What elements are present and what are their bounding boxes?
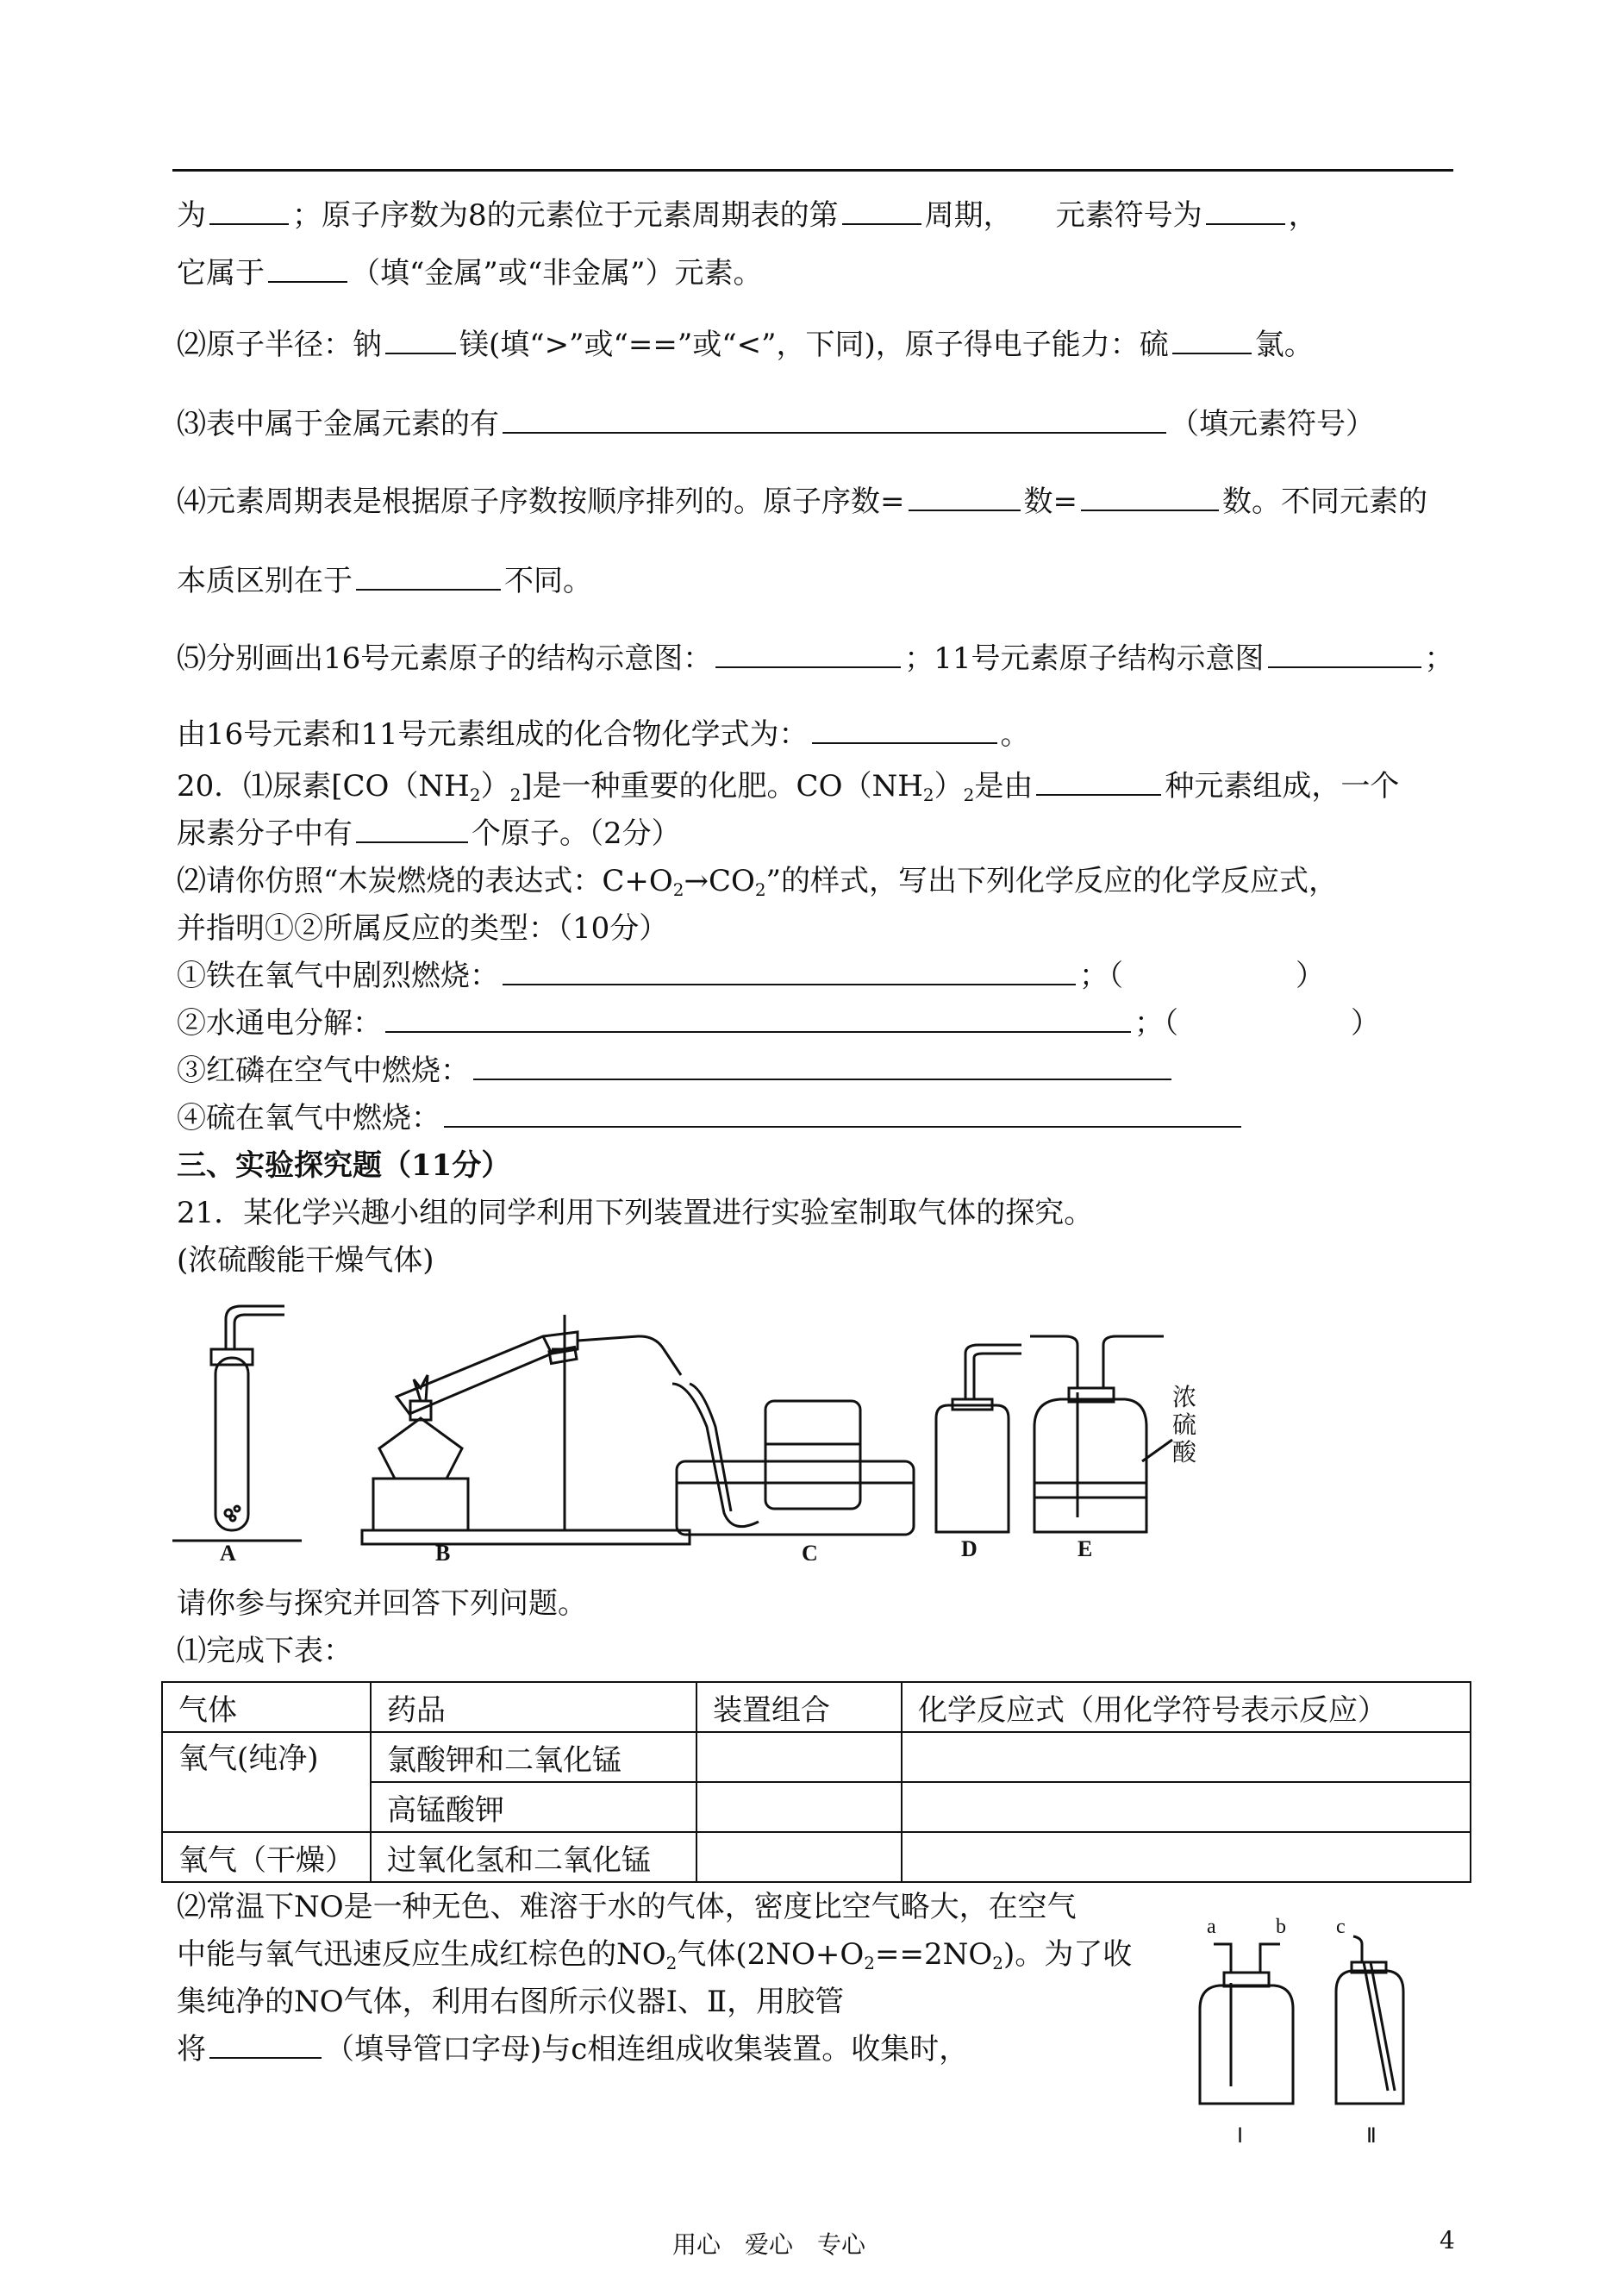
- q21-line-4: ⑴完成下表：: [177, 1634, 353, 1668]
- table-cell: 过氧化氢和二氧化锰: [371, 1832, 696, 1882]
- annotation-char-1: 浓: [1172, 1383, 1197, 1411]
- label-i: Ⅰ: [1237, 2125, 1244, 2148]
- table-cell[interactable]: [902, 1732, 1471, 1782]
- q21-part2-line-4: 将 （填导管口字母)与c相连组成收集装置。收集时，: [177, 2032, 969, 2067]
- label-e: E: [1077, 1536, 1093, 1560]
- table-row: [162, 1732, 1471, 1782]
- table-row: [162, 1832, 1471, 1882]
- table-cell: 氯酸钾和二氧化锰: [371, 1732, 696, 1782]
- table-header-cell: 装置组合: [696, 1682, 902, 1732]
- q19-line-3: ⑵原子半径：钠 镁(填“>”或“==”或“<”，下同)，原子得电子能力：硫 氯。: [177, 328, 1314, 362]
- q20-reaction-1: ①铁在氧气中剧烈燃烧： ；（ ）: [177, 959, 1325, 993]
- bottle-figure: [1181, 1905, 1457, 2155]
- q19-line-2: 它属于 （填“金属”或“非金属”）元素。: [177, 256, 763, 291]
- q20-line-2: 尿素分子中有 个原子。（2分）: [177, 816, 681, 851]
- tube-label-b: b: [1276, 1916, 1286, 1938]
- q21-part2-line-3: 集纯净的NO气体，利用右图所示仪器Ⅰ、Ⅱ，用胶管: [177, 1985, 845, 2019]
- tube-label-c: c: [1336, 1916, 1346, 1938]
- q19-line-5: ⑷元素周期表是根据原子序数按顺序排列的。原子序数= 数= 数。不同元素的: [177, 485, 1427, 519]
- table-cell: 氧气(纯净): [162, 1732, 371, 1832]
- table-header-cell: 药品: [371, 1682, 696, 1732]
- label-a: A: [220, 1541, 236, 1560]
- label-c: C: [802, 1541, 818, 1560]
- table-cell: 高锰酸钾: [371, 1782, 696, 1832]
- q19-line-6: 本质区别在于 不同。: [177, 564, 592, 598]
- annotation-char-2: 硫: [1172, 1410, 1197, 1439]
- q21-part2-line-2: 中能与氧气迅速反应生成红棕色的$NO_2$气体$(2NO+O_2==2NO_2)$。为了收: [177, 1937, 1133, 1973]
- q19-line-4: ⑶表中属于金属元素的有 （填元素符号）: [177, 407, 1375, 441]
- q21-part2-line-1: ⑵常温下NO是一种无色、难溶于水的气体，密度比空气略大，在空气: [177, 1890, 1077, 1924]
- footer-motto: 用心 爱心 专心: [672, 2230, 866, 2259]
- label-b: B: [435, 1541, 451, 1560]
- q20-reaction-3: ③红磷在空气中燃烧：: [177, 1052, 1175, 1090]
- q19-line-7: ⑸分别画出16号元素原子的结构示意图： ；11号元素原子结构示意图 ；: [177, 641, 1454, 676]
- tube-label-a: a: [1207, 1916, 1216, 1938]
- q21-line-1: 21．某化学兴趣小组的同学利用下列装置进行实验室制取气体的探究。: [177, 1196, 1094, 1230]
- q20-line-3: ⑵请你仿照“木炭燃烧的表达式：$C+O_2\to CO_2$”的样式，写出下列化学反应的化学反应式，: [177, 864, 1339, 900]
- label-d: D: [961, 1536, 978, 1560]
- header-rule: [172, 169, 1453, 172]
- page-number: 4: [1440, 2226, 1455, 2254]
- apparatus-figure: [172, 1298, 1465, 1560]
- table-cell[interactable]: [696, 1832, 902, 1882]
- q20-reaction-4: ④硫在氧气中燃烧：: [177, 1099, 1245, 1137]
- q21-line-3: 请你参与探究并回答下列问题。: [177, 1586, 587, 1621]
- apparatus-e-bottle: [1030, 1336, 1172, 1532]
- apparatus-a-test-tube: [172, 1306, 302, 1541]
- q21-line-2: (浓硫酸能干燥气体): [177, 1243, 434, 1278]
- apparatus-b-heating: [362, 1315, 690, 1544]
- q20-line-4: 并指明①②所属反应的类型：（10分）: [177, 911, 669, 946]
- apparatus-d-bottle: [936, 1345, 1021, 1532]
- table-header-cell: 化学反应式（用化学符号表示反应）: [902, 1682, 1471, 1732]
- q20-line-1: 20．⑴尿素$[CO(NH_2)_2]$是一种重要的化肥。$CO(NH_2)_2$是由 种元素组成，一个: [177, 769, 1400, 805]
- q19-line-8: 由16号元素和11号元素组成的化合物化学式为： 。: [177, 717, 1030, 752]
- table-cell[interactable]: [902, 1832, 1471, 1882]
- annotation-char-3: 酸: [1172, 1438, 1197, 1466]
- table-cell[interactable]: [696, 1732, 902, 1782]
- table-header-row: [162, 1682, 1471, 1732]
- q20-reaction-2: ②水通电分解： ；（ ）: [177, 1006, 1380, 1041]
- q19-line-1: 为 ；原子序数为8的元素位于元素周期表的第 周期， 元素符号为 ，: [177, 198, 1318, 233]
- label-ii: Ⅱ: [1366, 2125, 1377, 2148]
- table-cell[interactable]: [696, 1782, 902, 1832]
- gas-preparation-table: [161, 1681, 1471, 1883]
- apparatus-c-water-trough: [672, 1384, 914, 1535]
- table-cell[interactable]: [902, 1782, 1471, 1832]
- table-cell: 氧气（干燥）: [162, 1832, 371, 1882]
- section-heading: 三、实验探究题（11分）: [177, 1148, 511, 1183]
- table-header-cell: 气体: [162, 1682, 371, 1732]
